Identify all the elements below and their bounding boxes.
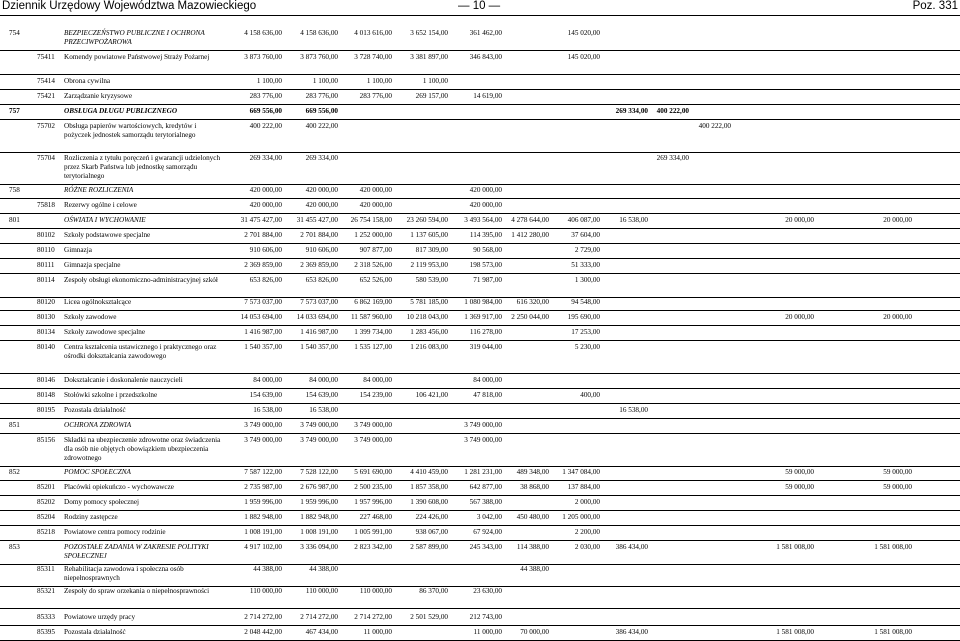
row-divider xyxy=(0,89,960,90)
amount-c2: 5 691 690,00 xyxy=(354,468,392,476)
amount-c0: 7 587 122,00 xyxy=(244,468,282,476)
row-divider xyxy=(0,418,960,419)
amount-c3: 1 137 605,00 xyxy=(410,231,448,239)
chapter-code: 80140 xyxy=(37,343,55,351)
amount-c2: 1 100,00 xyxy=(366,77,392,85)
amount-c5: 1 412 280,00 xyxy=(511,231,549,239)
amount-c2: 2 823 342,00 xyxy=(354,543,392,551)
row-divider xyxy=(0,258,960,259)
amount-c7: 386 434,00 xyxy=(615,628,648,636)
amount-c5: 70 000,00 xyxy=(520,628,549,636)
amount-c4: 84 000,00 xyxy=(473,376,502,384)
amount-c6: 2 200,00 xyxy=(574,528,600,536)
item-name: Dokształcanie i doskonalenie nauczycieli xyxy=(64,376,183,384)
amount-c11: 1 581 008,00 xyxy=(776,543,814,551)
item-name: OCHRONA ZDROWIA xyxy=(64,421,132,429)
amount-c0: 283 776,00 xyxy=(249,92,282,100)
amount-c1: 4 158 636,00 xyxy=(300,29,338,37)
amount-c2: 1 005 991,00 xyxy=(354,528,392,536)
item-name: Pozostała działalność xyxy=(64,628,126,636)
amount-c1: 2 676 987,00 xyxy=(300,483,338,491)
item-name: Placówki opiekuńczo - wychowawcze xyxy=(64,483,174,491)
amount-c2: 283 776,00 xyxy=(359,92,392,100)
amount-c4: 114 395,00 xyxy=(469,231,502,239)
row-divider xyxy=(0,403,960,404)
amount-c6: 195 690,00 xyxy=(567,313,600,321)
amount-c7: 16 538,00 xyxy=(619,216,648,224)
row-divider xyxy=(0,184,960,185)
amount-c1: 3 749 000,00 xyxy=(300,421,338,429)
chapter-code: 80134 xyxy=(37,328,55,336)
amount-c2: 110 000,00 xyxy=(359,587,392,595)
amount-c1: 420 000,00 xyxy=(305,201,338,209)
amount-c0: 1 959 996,00 xyxy=(244,498,282,506)
item-name: Gimnazja xyxy=(64,246,92,254)
amount-c0: 2 735 987,00 xyxy=(244,483,282,491)
section-code: 758 xyxy=(9,186,20,194)
amount-c9: 400 222,00 xyxy=(698,122,731,130)
amount-c7: 269 334,00 xyxy=(615,107,648,115)
amount-c2: 907 877,00 xyxy=(359,246,392,254)
amount-c3: 2 587 899,00 xyxy=(410,543,448,551)
amount-c3: 2 501 529,00 xyxy=(410,613,448,621)
amount-c1: 283 776,00 xyxy=(305,92,338,100)
chapter-code: 85156 xyxy=(37,436,55,444)
amount-c6: 2 030,00 xyxy=(574,543,600,551)
section-code: 851 xyxy=(9,421,20,429)
row-divider xyxy=(0,228,960,229)
row-divider xyxy=(0,273,960,274)
amount-c3: 86 370,00 xyxy=(419,587,448,595)
amount-c6: 5 230,00 xyxy=(574,343,600,351)
item-name: OŚWIATA I WYCHOWANIE xyxy=(64,216,146,224)
row-divider xyxy=(0,433,960,434)
row-divider xyxy=(0,480,960,481)
amount-c6: 400,00 xyxy=(580,391,600,399)
amount-c3: 938 067,00 xyxy=(415,528,448,536)
amount-c6: 17 253,00 xyxy=(571,328,600,336)
chapter-code: 75818 xyxy=(37,201,55,209)
amount-c0: 2 048 442,00 xyxy=(244,628,282,636)
item-name: Powiatowe urzędy pracy xyxy=(64,613,136,621)
amount-c1: 269 334,00 xyxy=(305,154,338,162)
amount-c4: 567 388,00 xyxy=(469,498,502,506)
amount-c0: 84 000,00 xyxy=(253,376,282,384)
amount-c3: 1 216 083,00 xyxy=(410,343,448,351)
row-divider xyxy=(0,625,960,626)
amount-c4: 319 044,00 xyxy=(469,343,502,351)
amount-c3: 5 781 185,00 xyxy=(410,298,448,306)
amount-c4: 23 630,00 xyxy=(473,587,502,595)
item-name: Pozostała działalność xyxy=(64,406,126,414)
amount-c2: 3 749 000,00 xyxy=(354,421,392,429)
chapter-code: 85321 xyxy=(37,587,55,595)
amount-c5: 489 348,00 xyxy=(516,468,549,476)
amount-c13: 20 000,00 xyxy=(883,216,912,224)
amount-c2: 3 749 000,00 xyxy=(354,436,392,444)
row-divider xyxy=(0,608,960,609)
amount-c4: 3 749 000,00 xyxy=(464,421,502,429)
amount-c6: 37 604,00 xyxy=(571,231,600,239)
chapter-code: 85201 xyxy=(37,483,55,491)
amount-c1: 400 222,00 xyxy=(305,122,338,130)
amount-c6: 145 020,00 xyxy=(567,53,600,61)
chapter-code: 80195 xyxy=(37,406,55,414)
amount-c3: 269 157,00 xyxy=(415,92,448,100)
amount-c2: 1 399 734,00 xyxy=(354,328,392,336)
amount-c6: 1 347 084,00 xyxy=(562,468,600,476)
amount-c4: 90 568,00 xyxy=(473,246,502,254)
amount-c0: 4 158 636,00 xyxy=(244,29,282,37)
item-name: Komendy powiatowe Państwowej Straży Pożarnej xyxy=(64,53,210,61)
chapter-code: 80146 xyxy=(37,376,55,384)
item-name: Rezerwy ogólne i celowe xyxy=(64,201,137,209)
amount-c5: 38 868,00 xyxy=(520,483,549,491)
item-name: Szkoły podstawowe specjalne xyxy=(64,231,151,239)
amount-c13: 59 000,00 xyxy=(883,468,912,476)
amount-c4: 245 343,00 xyxy=(469,543,502,551)
amount-c0: 400 222,00 xyxy=(249,122,282,130)
amount-c1: 154 639,00 xyxy=(305,391,338,399)
amount-c2: 4 013 616,00 xyxy=(354,29,392,37)
chapter-code: 80111 xyxy=(37,261,55,269)
amount-c0: 44 388,00 xyxy=(253,565,282,573)
chapter-code: 85204 xyxy=(37,513,55,521)
amount-c0: 154 639,00 xyxy=(249,391,282,399)
amount-c3: 3 381 897,00 xyxy=(410,53,448,61)
amount-c2: 652 526,00 xyxy=(359,276,392,284)
amount-c0: 653 826,00 xyxy=(249,276,282,284)
item-name: OBSŁUGA DŁUGU PUBLICZNEGO xyxy=(64,107,178,115)
chapter-code: 85333 xyxy=(37,613,55,621)
row-divider xyxy=(0,310,960,311)
amount-c4: 47 818,00 xyxy=(473,391,502,399)
amount-c1: 420 000,00 xyxy=(305,186,338,194)
amount-c1: 1 008 191,00 xyxy=(300,528,338,536)
amount-c5: 4 278 644,00 xyxy=(511,216,549,224)
amount-c3: 3 652 154,00 xyxy=(410,29,448,37)
amount-c2: 1 957 996,00 xyxy=(354,498,392,506)
amount-c3: 817 309,00 xyxy=(415,246,448,254)
amount-c0: 4 917 102,00 xyxy=(244,543,282,551)
amount-c6: 2 729,00 xyxy=(574,246,600,254)
row-divider xyxy=(0,495,960,496)
amount-c4: 14 619,00 xyxy=(473,92,502,100)
amount-c13: 1 581 008,00 xyxy=(874,628,912,636)
row-divider xyxy=(0,152,960,153)
amount-c0: 420 000,00 xyxy=(249,201,282,209)
amount-c3: 1 390 608,00 xyxy=(410,498,448,506)
row-divider xyxy=(0,340,960,341)
amount-c1: 31 455 427,00 xyxy=(296,216,338,224)
amount-c1: 1 100,00 xyxy=(312,77,338,85)
amount-c1: 669 556,00 xyxy=(305,107,338,115)
amount-c0: 3 749 000,00 xyxy=(244,421,282,429)
amount-c1: 653 826,00 xyxy=(305,276,338,284)
item-name: BEZPIECZEŃSTWO PUBLICZNE I OCHRONA PRZECIWPOŻAROWA xyxy=(64,29,205,46)
amount-c1: 110 000,00 xyxy=(305,587,338,595)
amount-c1: 1 882 948,00 xyxy=(300,513,338,521)
chapter-code: 85311 xyxy=(37,565,55,573)
amount-c6: 94 548,00 xyxy=(571,298,600,306)
item-name: Gimnazja specjalne xyxy=(64,261,121,269)
amount-c3: 580 539,00 xyxy=(415,276,448,284)
amount-c11: 20 000,00 xyxy=(785,216,814,224)
amount-c1: 2 701 884,00 xyxy=(300,231,338,239)
amount-c0: 7 573 037,00 xyxy=(244,298,282,306)
chapter-code: 85218 xyxy=(37,528,55,536)
amount-c6: 1 205 000,00 xyxy=(562,513,600,521)
amount-c1: 3 749 000,00 xyxy=(300,436,338,444)
amount-c0: 1 882 948,00 xyxy=(244,513,282,521)
amount-c6: 406 087,00 xyxy=(567,216,600,224)
item-name: Składki na ubezpieczenie zdrowotne oraz świadczenia dla osób nie objętych obowiązkiem ubezpieczenia zdrowotnego xyxy=(64,436,221,462)
amount-c4: 67 924,00 xyxy=(473,528,502,536)
amount-c2: 2 500 235,00 xyxy=(354,483,392,491)
chapter-code: 85395 xyxy=(37,628,55,636)
amount-c4: 3 493 564,00 xyxy=(464,216,502,224)
amount-c1: 467 434,00 xyxy=(305,628,338,636)
amount-c2: 2 714 272,00 xyxy=(354,613,392,621)
amount-c3: 10 218 043,00 xyxy=(406,313,448,321)
amount-c2: 11 587 960,00 xyxy=(350,313,392,321)
row-divider xyxy=(0,525,960,526)
item-name: Powiatowe centra pomocy rodzinie xyxy=(64,528,166,536)
amount-c8: 400 222,00 xyxy=(656,107,689,115)
amount-c2: 26 754 158,00 xyxy=(350,216,392,224)
item-name: Domy pomocy społecznej xyxy=(64,498,140,506)
item-name: POMOC SPOŁECZNA xyxy=(64,468,131,476)
amount-c3: 2 119 953,00 xyxy=(410,261,448,269)
amount-c4: 3 749 000,00 xyxy=(464,436,502,444)
amount-c0: 110 000,00 xyxy=(249,587,282,595)
amount-c2: 11 000,00 xyxy=(363,628,392,636)
amount-c6: 1 300,00 xyxy=(574,276,600,284)
amount-c2: 3 728 740,00 xyxy=(354,53,392,61)
amount-c0: 3 749 000,00 xyxy=(244,436,282,444)
amount-c5: 616 320,00 xyxy=(516,298,549,306)
item-name: Zarządzanie kryzysowe xyxy=(64,92,133,100)
amount-c5: 114 388,00 xyxy=(516,543,549,551)
item-name: Rozliczenia z tytułu poręczeń i gwarancji udzielonych przez Skarb Państwa lub jednostkę samorządu terytorialnego xyxy=(64,154,221,180)
amount-c1: 3 873 760,00 xyxy=(300,53,338,61)
item-name: Rehabilitacja zawodowa i społeczna osób niepełnosprawnych xyxy=(64,565,184,582)
amount-c2: 84 000,00 xyxy=(363,376,392,384)
amount-c3: 224 426,00 xyxy=(415,513,448,521)
amount-c11: 20 000,00 xyxy=(785,313,814,321)
amount-c0: 420 000,00 xyxy=(249,186,282,194)
amount-c6: 51 333,00 xyxy=(571,261,600,269)
chapter-code: 75414 xyxy=(37,77,55,85)
amount-c13: 1 581 008,00 xyxy=(874,543,912,551)
item-name: Zespoły obsługi ekonomiczno-administracyjnej szkół xyxy=(64,276,218,284)
amount-c2: 227 468,00 xyxy=(359,513,392,521)
amount-c0: 1 008 191,00 xyxy=(244,528,282,536)
amount-c1: 1 416 987,00 xyxy=(300,328,338,336)
amount-c2: 2 318 526,00 xyxy=(354,261,392,269)
row-divider xyxy=(0,243,960,244)
position-number: Poz. 331 xyxy=(912,0,958,12)
row-divider xyxy=(0,74,960,75)
item-name: Zespoły do spraw orzekania o niepełnosprawności xyxy=(64,587,210,595)
row-divider xyxy=(0,466,960,467)
amount-c1: 14 033 694,00 xyxy=(296,313,338,321)
amount-c0: 2 701 884,00 xyxy=(244,231,282,239)
amount-c3: 1 857 358,00 xyxy=(410,483,448,491)
amount-c1: 1 540 357,00 xyxy=(300,343,338,351)
amount-c0: 1 416 987,00 xyxy=(244,328,282,336)
amount-c3: 4 410 459,00 xyxy=(410,468,448,476)
chapter-code: 85202 xyxy=(37,498,55,506)
row-divider xyxy=(0,213,960,214)
amount-c0: 3 873 760,00 xyxy=(244,53,282,61)
amount-c1: 1 959 996,00 xyxy=(300,498,338,506)
amount-c5: 2 250 044,00 xyxy=(511,313,549,321)
item-name: RÓŻNE ROZLICZENIA xyxy=(64,186,134,194)
amount-c4: 1 080 984,00 xyxy=(464,298,502,306)
amount-c0: 2 714 272,00 xyxy=(244,613,282,621)
row-divider xyxy=(0,510,960,511)
amount-c2: 420 000,00 xyxy=(359,186,392,194)
amount-c0: 31 475 427,00 xyxy=(240,216,282,224)
amount-c0: 1 100,00 xyxy=(256,77,282,85)
item-name: Licea ogólnokształcące xyxy=(64,298,132,306)
amount-c2: 6 862 169,00 xyxy=(354,298,392,306)
item-name: Szkoły zawodowe xyxy=(64,313,117,321)
chapter-code: 80114 xyxy=(37,276,55,284)
amount-c4: 11 000,00 xyxy=(473,628,502,636)
amount-c4: 1 369 917,00 xyxy=(464,313,502,321)
amount-c6: 137 884,00 xyxy=(567,483,600,491)
section-code: 801 xyxy=(9,216,20,224)
amount-c5: 44 388,00 xyxy=(520,565,549,573)
item-name: Rodziny zastępcze xyxy=(64,513,118,521)
item-name: Obsługa papierów wartościowych, kredytów i pożyczek jednostek samorządu terytorialnego xyxy=(64,122,197,139)
amount-c1: 2 714 272,00 xyxy=(300,613,338,621)
chapter-code: 80148 xyxy=(37,391,55,399)
amount-c3: 106 421,00 xyxy=(415,391,448,399)
chapter-code: 75411 xyxy=(37,53,55,61)
chapter-code: 75421 xyxy=(37,92,55,100)
amount-c6: 2 000,00 xyxy=(574,498,600,506)
amount-c1: 44 388,00 xyxy=(309,565,338,573)
page-number: — 10 — xyxy=(458,0,501,12)
amount-c4: 642 877,00 xyxy=(469,483,502,491)
amount-c1: 7 573 037,00 xyxy=(300,298,338,306)
journal-title: Dziennik Urzędowy Województwa Mazowieckiego xyxy=(2,0,257,12)
item-name: Centra kształcenia ustawicznego i praktycznego oraz ośrodki dokształcania zawodowego xyxy=(64,343,217,360)
amount-c8: 269 334,00 xyxy=(656,154,689,162)
amount-c3: 1 283 456,00 xyxy=(410,328,448,336)
chapter-code: 80120 xyxy=(37,298,55,306)
amount-c0: 910 606,00 xyxy=(249,246,282,254)
amount-c2: 1 252 000,00 xyxy=(354,231,392,239)
amount-c3: 23 260 594,00 xyxy=(406,216,448,224)
item-name: POZOSTAŁE ZADANIA W ZAKRESIE POLITYKI SPOŁECZNEJ xyxy=(64,543,209,560)
amount-c4: 420 000,00 xyxy=(469,186,502,194)
row-divider xyxy=(0,540,960,541)
chapter-code: 75704 xyxy=(37,154,55,162)
amount-c6: 145 020,00 xyxy=(567,29,600,37)
amount-c0: 669 556,00 xyxy=(249,107,282,115)
amount-c4: 1 281 231,00 xyxy=(464,468,502,476)
section-code: 757 xyxy=(9,107,20,115)
chapter-code: 80110 xyxy=(37,246,55,254)
amount-c5: 450 480,00 xyxy=(516,513,549,521)
amount-c4: 198 573,00 xyxy=(469,261,502,269)
item-name: Obrona cywilna xyxy=(64,77,111,85)
amount-c1: 910 606,00 xyxy=(305,246,338,254)
amount-c13: 59 000,00 xyxy=(883,483,912,491)
amount-c4: 3 042,00 xyxy=(476,513,502,521)
amount-c1: 84 000,00 xyxy=(309,376,338,384)
amount-c0: 2 369 859,00 xyxy=(244,261,282,269)
amount-c1: 2 369 859,00 xyxy=(300,261,338,269)
amount-c1: 3 336 094,00 xyxy=(300,543,338,551)
amount-c0: 269 334,00 xyxy=(249,154,282,162)
amount-c3: 1 100,00 xyxy=(422,77,448,85)
section-code: 754 xyxy=(9,29,20,37)
amount-c0: 1 540 357,00 xyxy=(244,343,282,351)
row-divider xyxy=(0,325,960,326)
amount-c11: 1 581 008,00 xyxy=(776,628,814,636)
section-code: 852 xyxy=(9,468,20,476)
row-divider xyxy=(0,104,960,105)
row-divider xyxy=(0,50,960,51)
section-code: 853 xyxy=(9,543,20,551)
row-divider xyxy=(0,119,960,120)
amount-c2: 154 239,00 xyxy=(359,391,392,399)
chapter-code: 75702 xyxy=(37,122,55,130)
amount-c4: 116 278,00 xyxy=(469,328,502,336)
row-divider xyxy=(0,198,960,199)
amount-c4: 420 000,00 xyxy=(469,201,502,209)
amount-c4: 361 462,00 xyxy=(469,29,502,37)
amount-c2: 1 535 127,00 xyxy=(354,343,392,351)
row-divider xyxy=(0,373,960,374)
amount-c13: 20 000,00 xyxy=(883,313,912,321)
amount-c4: 71 987,00 xyxy=(473,276,502,284)
amount-c11: 59 000,00 xyxy=(785,483,814,491)
item-name: Szkoły zawodowe specjalne xyxy=(64,328,146,336)
amount-c7: 386 434,00 xyxy=(615,543,648,551)
chapter-code: 80130 xyxy=(37,313,55,321)
amount-c1: 7 528 122,00 xyxy=(300,468,338,476)
amount-c0: 14 053 694,00 xyxy=(240,313,282,321)
chapter-code: 80102 xyxy=(37,231,55,239)
amount-c0: 16 538,00 xyxy=(253,406,282,414)
amount-c4: 212 743,00 xyxy=(469,613,502,621)
amount-c2: 420 000,00 xyxy=(359,201,392,209)
row-divider xyxy=(0,388,960,389)
amount-c1: 16 538,00 xyxy=(309,406,338,414)
amount-c11: 59 000,00 xyxy=(785,468,814,476)
item-name: Stołówki szkolne i przedszkolne xyxy=(64,391,158,399)
amount-c4: 346 843,00 xyxy=(469,53,502,61)
amount-c7: 16 538,00 xyxy=(619,406,648,414)
